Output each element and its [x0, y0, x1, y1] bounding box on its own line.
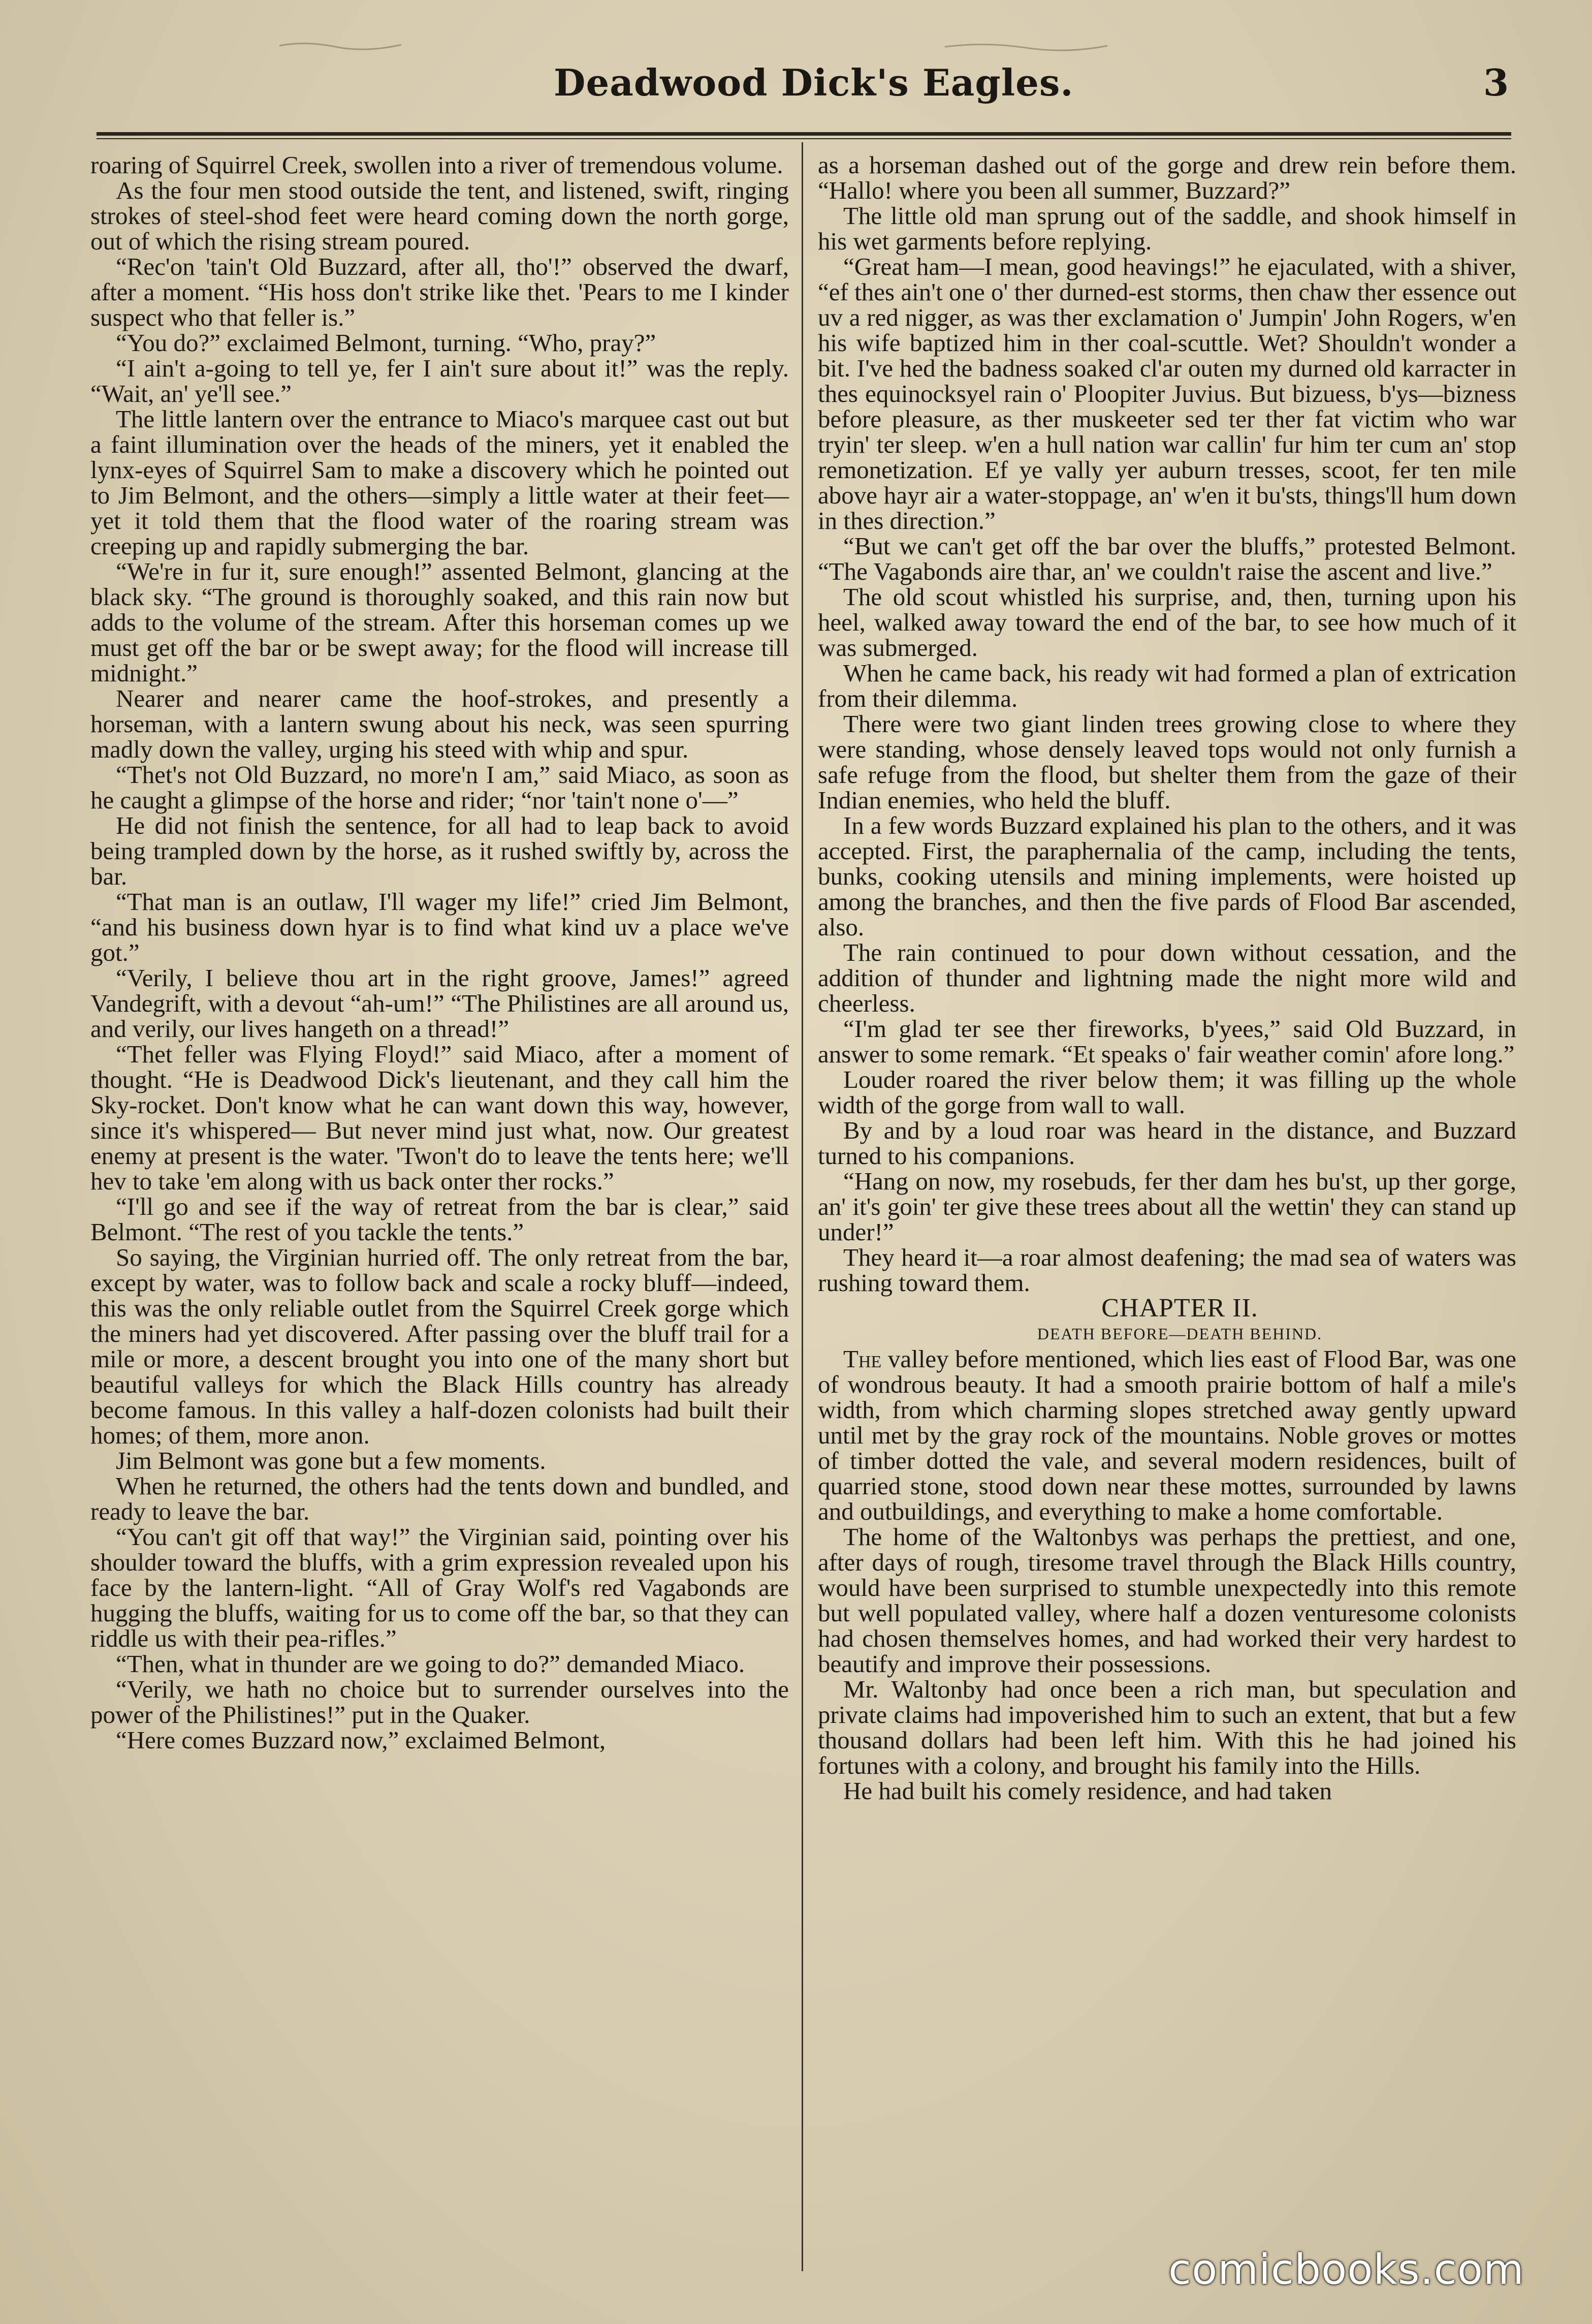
paragraph: In a few words Buzzard explained his plan to the others, and it was accepted. First, the paraphernalia of the camp, including the tents, bunks, cooking utensils and mining implements, were hoisted up among the branches, and then the five pards of Flood Bar ascended, also. — [818, 811, 1516, 941]
running-title: Deadwood Dick's Eagles. — [554, 61, 1074, 104]
watermark-text: comicbooks.com — [1168, 2246, 1524, 2294]
paragraph: “Great ham—I mean, good heavings!” he ejaculated, with a shiver, “ef thes ain't one o' ther durned-est storms, then chaw ther essence out uv a red nigger, as was ther exclamation o' Jumpin' John Rogers, w'en his wife baptized him in ther coal-scuttle. Wet? Shouldn't wonder a bit. I've hed the badness soaked cl'ar outen my durned old karracter in thes equinocksyel rain o' Ploopiter Juvius. But bizuess, b'ys—bizness before pleasure, as ther muskeeter sed ter ther fat victim who war tryin' ter sleep. w'en a hull nation war callin' fur him ter cum an' stop remonetization. Ef ye vally yer auburn tresses, scoot, fer ten mile above hayr air a water-stoppage, an' w'en it bu'sts, things'll hum down in thes direction.” — [818, 253, 1516, 535]
paragraph: Louder roared the river below them; it was filling up the whole width of the gorge from wall to wall. — [818, 1065, 1516, 1119]
paragraph: “I ain't a-going to tell ye, fer I ain't sure about it!” was the reply. “Wait, an' ye'll see.” — [90, 354, 789, 407]
paragraph: “Thet feller was Flying Floyd!” said Miaco, after a moment of thought. “He is Deadwood Dick's lieutenant, and they call him the Sky-rocket. Don't know what he can want down this way, however, since it's whispered— But never mind just what, now. Our greatest enemy at present is the water. 'Twon't do to leave the tents here; we'll hev to take 'em along with us back onter ther rocks.” — [90, 1040, 789, 1195]
chapter-subheading: DEATH BEFORE—DEATH BEHIND. — [1037, 1325, 1323, 1343]
paragraph: Nearer and nearer came the hoof-strokes, and presently a horseman, with a lantern swung about his neck, was seen spurring madly down the valley, urging his steed with whip and spur. — [90, 684, 789, 763]
right-column — [818, 152, 1516, 1804]
paragraph: “Rec'on 'tain't Old Buzzard, after all, tho'!” observed the dwarf, after a moment. “His hoss don't strike like thet. 'Pears to me I kinder suspect who that feller is.” — [90, 253, 789, 331]
paragraph: As the four men stood outside the tent, and listened, swift, ringing strokes of steel-shod feet were heard coming down the north gorge, out of which the rising stream poured. — [90, 176, 789, 255]
paragraph: “You can't git off that way!” the Virginian said, pointing over his shoulder toward the bluffs, with a grim expression revealed upon his face by the lantern-light. “All of Gray Wolf's red Vagabonds are hugging the bluffs, waiting for us to come off the bar, so that they can riddle us with their pea-rifles.” — [90, 1523, 789, 1652]
paragraph: “Then, what in thunder are we going to do?” demanded Miaco. — [116, 1650, 745, 1678]
paragraph: They heard it—a roar almost deafening; the mad sea of waters was rushing toward them. — [818, 1243, 1516, 1297]
right-column-lower — [818, 1346, 1516, 1804]
paragraph: When he returned, the others had the tents down and bundled, and ready to leave the bar. — [90, 1472, 789, 1525]
paragraph: So saying, the Virginian hurried off. The only retreat from the bar, except by water, was to follow back and scale a rocky bluff—indeed, this was the only reliable outlet from the Squirrel Creek gorge which the miners had yet discovered. After passing over the bluff trail for a mile or more, a descent brought you into one of the many short but beautiful valleys for which the Black Hills country has already become famous. In this valley a half-dozen colonists had built their homes; of them, more anon. — [90, 1243, 789, 1449]
paragraph: “Hang on now, my rosebuds, fer ther dam hes bu'st, up ther gorge, an' it's goin' ter give these trees about all the wettin' they can stand up under!” — [818, 1167, 1516, 1246]
paragraph: The little lantern over the entrance to Miaco's marquee cast out but a faint illumination over the heads of the miners, yet it enabled the lynx-eyes of Squirrel Sam to make a discovery which he pointed out to Jim Belmont, and the others—simply a little water at their feet—yet it told them that the flood water of the roaring stream was creeping up and rapidly submerging the bar. — [90, 405, 789, 560]
header-rule-thin — [97, 138, 1511, 139]
paragraph: The little old man sprung out of the saddle, and shook himself in his wet garments before replying. — [818, 202, 1516, 255]
paragraph: Jim Belmont was gone but a few moments. — [116, 1447, 546, 1474]
paragraph: The rain continued to pour down without cessation, and the addition of thunder and lightning made the night more wild and cheerless. — [818, 938, 1516, 1017]
left-column — [90, 152, 789, 1753]
paragraph: “You do?” exclaimed Belmont, turning. “Who, pray?” — [116, 329, 656, 357]
paragraph: The old scout whistled his surprise, and, then, turning upon his heel, walked away toward the end of the bar, to see how much of it was submerged. — [818, 583, 1516, 662]
header-rule — [97, 132, 1511, 136]
paragraph: “But we can't get off the bar over the bluffs,” protested Belmont. “The Vagabonds aire thar, an' we couldn't raise the ascent and live.” — [818, 532, 1516, 585]
paragraph: as a horseman dashed out of the gorge and drew rein before them. “Hallo! where you been all summer, Buzzard?” — [818, 151, 1516, 204]
paragraph: “Verily, I believe thou art in the right groove, James!” agreed Vandegrift, with a devout “ah-um!” “The Philistines are all around us, and verily, our lives hangeth on a thread!” — [90, 964, 789, 1043]
paragraph: He had built his comely residence, and had taken — [843, 1777, 1332, 1805]
paragraph: The home of the Waltonbys was perhaps the prettiest, and one, after days of rough, tiresome travel through the Black Hills country, would have been surprised to stumble unexpectedly into this remote but well populated valley, where half a dozen venturesome colonists had chosen themselves homes, and had worked their very hardest to beautify and improve their possessions. — [818, 1523, 1516, 1678]
paragraph: “Thet's not Old Buzzard, no more'n I am,” said Miaco, as soon as he caught a glimpse of the horse and rider; “nor 'tain't none o'—” — [90, 761, 789, 814]
paragraph: “Verily, we hath no choice but to surrender ourselves into the power of the Philistines!” put in the Quaker. — [90, 1675, 789, 1729]
chapter-opening-word: The — [843, 1345, 882, 1373]
paragraph: There were two giant linden trees growing close to where they were standing, whose densely leaved tops would not only furnish a safe refuge from the flood, but shelter them from the gaze of their Indian enemies, who held the bluff. — [818, 710, 1516, 814]
column-divider — [802, 142, 803, 2271]
paragraph: “That man is an outlaw, I'll wager my life!” cried Jim Belmont, “and his business down hyar is to find what kind uv a place we've got.” — [90, 888, 789, 966]
paragraph: “I'll go and see if the way of retreat from the bar is clear,” said Belmont. “The rest of you tackle the tents.” — [90, 1192, 789, 1246]
paragraph: The valley before mentioned, which lies east of Flood Bar, was one of wondrous beauty. It had a smooth prairie bottom of half a mile's width, from which charming slopes stretched away gently upward until met by the gray rock of the mountains. Noble groves or mottes of timber dotted the vale, and several modern residences, built of quarried stone, stood down near these mottes, surrounded by lawns and outbuildings, and everything to make a home comfortable. — [818, 1345, 1516, 1525]
chapter-heading: CHAPTER II. — [1101, 1294, 1258, 1323]
paragraph: Mr. Waltonby had once been a rich man, but speculation and private claims had impoverished him to such an extent, that but a few thousand dollars had been left him. With this he had joined his fortunes with a colony, and brought his family into the Hills. — [818, 1675, 1516, 1779]
page-header — [0, 61, 1592, 137]
page-number: 3 — [1483, 61, 1509, 104]
paragraph: roaring of Squirrel Creek, swollen into a river of tremendous volume. — [90, 151, 783, 179]
paragraph: “We're in fur it, sure enough!” assented Belmont, glancing at the black sky. “The ground is thoroughly soaked, and this rain now but adds to the volume of the stream. After this horseman comes up we must get off the bar or be swept away; for the flood will increase till midnight.” — [90, 557, 789, 687]
paragraph: When he came back, his ready wit had formed a plan of extrication from their dilemma. — [818, 659, 1516, 712]
paragraph: He did not finish the sentence, for all had to leap back to avoid being trampled down by the horse, as it rushed swiftly by, across the bar. — [90, 811, 789, 890]
top-smudge — [274, 36, 1138, 56]
paragraph: By and by a loud roar was heard in the distance, and Buzzard turned to his companions. — [818, 1116, 1516, 1170]
right-column-upper — [818, 152, 1516, 1296]
paragraph: “I'm glad ter see ther fireworks, b'yees,” said Old Buzzard, in answer to some remark. “Et speaks o' fair weather comin' afore long.” — [818, 1015, 1516, 1068]
paragraph: “Here comes Buzzard now,” exclaimed Belmont, — [116, 1726, 606, 1754]
